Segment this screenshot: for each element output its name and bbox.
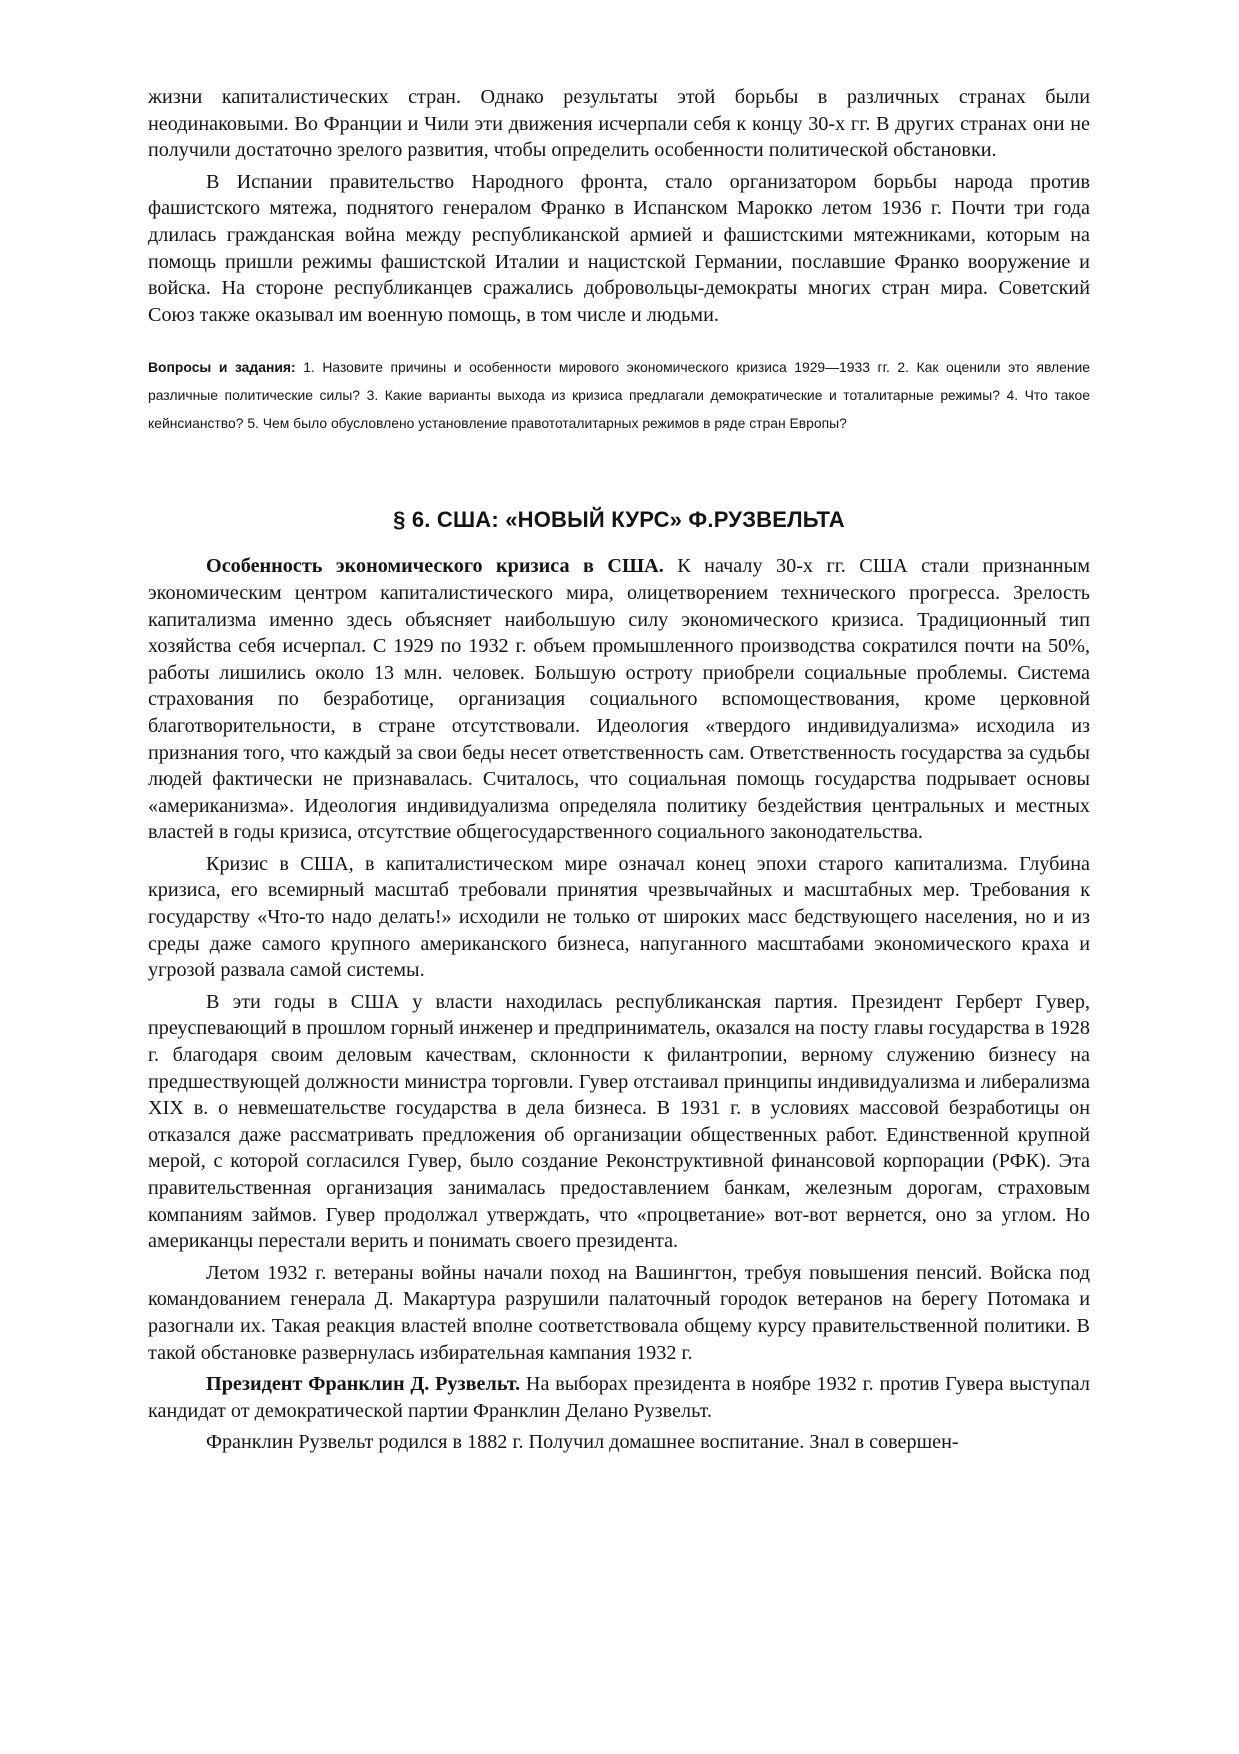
questions-block	[148, 353, 1090, 437]
paragraph-veterans: Летом 1932 г. ветераны войны начали поход на Вашингтон, требуя повышения пенсий. Войска под командованием генерала Д. Макартура разрушили палаточный городок ветеранов на берегу Потомака и разогнали их. Такая реакция властей вполне соответствовала общему курсу правительственной политики. В такой обстановке развернулась избирательная кампания 1932 г.	[148, 1261, 1090, 1364]
paragraph-roosevelt-election	[148, 1371, 1090, 1424]
paragraph-spain: В Испании правительство Народного фронта, стало организатором борьбы народа против фашистского мятежа, поднятого генералом Франко в Испанском Марокко летом 1936 г. Почти три года длилась гражданская война между республиканской армией и фашистскими мятежниками, которым на помощь пришли режимы фашистской Италии и нацистской Германии, пославшие Франко вооружение и войска. На стороне республиканцев сражались добровольцы-демократы многих стран мира. Советский Союз также оказывал им военную помощь, в том числе и людьми.	[148, 170, 1090, 326]
section-title: § 6. США: «НОВЫЙ КУРС» Ф.РУЗВЕЛЬТА	[393, 507, 845, 533]
paragraph-continuation: жизни капиталистических стран. Однако результаты этой борьбы в различных странах были неодинаковыми. Во Франции и Чили эти движения исчерпали себя к концу 30-х гг. В других странах они не получили достаточно зрелого развития, чтобы определить особенности политической обстановки.	[148, 86, 1090, 162]
paragraph-hoover: В эти годы в США у власти находилась республиканская партия. Президент Герберт Гувер, преуспевающий в прошлом горный инженер и предприниматель, оказался на посту главы государства в 1928 г. благодаря своим деловым качествам, склонности к филантропии, верному служению бизнесу на предшествующей должности министра торговли. Гувер отстаивал принципы индивидуализма и либерализма XIX в. о невмешательстве государства в дела бизнеса. В 1931 г. в условиях массовой безработицы он отказался даже рассматривать предложения об организации общественных работ. Единственной крупной мерой, с которой согласился Гувер, было создание Реконструктивной финансовой корпорации (РФК). Эта правительственная организация занималась предоставлением банкам, железным дорогам, страховым компаниям займов. Гувер продолжал утверждать, что «процветание» вот-вот вернется, оно за углом. Но американцы перестали верить и понимать своего президента.	[148, 990, 1090, 1253]
questions-label: Вопросы и задания:	[148, 359, 296, 376]
paragraph-text-crisis: К началу 30-х гг. США стали признанным экономическим центром капиталистического мира, олицетворением технического прогресса. Зрелость капитализма именно здесь объясняет наибольшую силу экономического кризиса. Традиционный тип хозяйства себя исчерпал. С 1929 по 1932 г. объем промышленного производства сократился почти на 50%, работы лишились около 13 млн. человек. Большую остроту приобрели социальные проблемы. Система страхования по безработице, организация социального вспомоществования, кроме церковной благотворительности, в стране отсутствовали. Идеология «твердого индивидуализма» исходила из признания того, что каждый за свои беды несет ответственность сам. Ответственность государства за судьбы людей фактически не признавалась. Считалось, что социальная помощь государства подрывает основы «американизма». Идеология индивидуализма определяла политику бездействия центральных и местных властей в годы кризиса, отсутствие общегосударственного социального законодательства.	[148, 555, 1090, 844]
paragraph-lead-crisis: Особенность экономического кризиса в США.	[206, 555, 664, 578]
paragraph-lead-roosevelt: Президент Франклин Д. Рузвельт.	[206, 1373, 521, 1396]
paragraph-crisis-usa	[148, 553, 1090, 846]
paragraph-roosevelt-bio: Франклин Рузвельт родился в 1882 г. Получил домашнее воспитание. Знал в совершен-	[206, 1431, 959, 1454]
book-page	[148, 84, 1090, 1456]
questions-text: 1. Назовите причины и особенности мирового экономического кризиса 1929—1933 гг. 2. Как оценили это явление различные политические силы? 3. Какие варианты выхода из кризиса предлагали демократические и тоталитарные режимы? 4. Что такое кейнсианство? 5. Чем было обусловлено установление правототалитарных режимов в ряде стран Европы?	[148, 359, 1090, 432]
paragraph-text-roosevelt: На выборах президента в ноябре 1932 г. против Гувера выступал кандидат от демократической партии Франклин Делано Рузвельт.	[148, 1373, 1090, 1422]
paragraph-crisis-meaning: Кризис в США, в капиталистическом мире означал конец эпохи старого капитализма. Глубина кризиса, его всемирный масштаб требовали принятия чрезвычайных и масштабных мер. Требования к государству «Что-то надо делать!» исходили не только от широких масс бедствующего населения, но и из среды даже самого крупного американского бизнеса, напуганного масштабами экономического краха и угрозой развала самой системы.	[148, 852, 1090, 982]
